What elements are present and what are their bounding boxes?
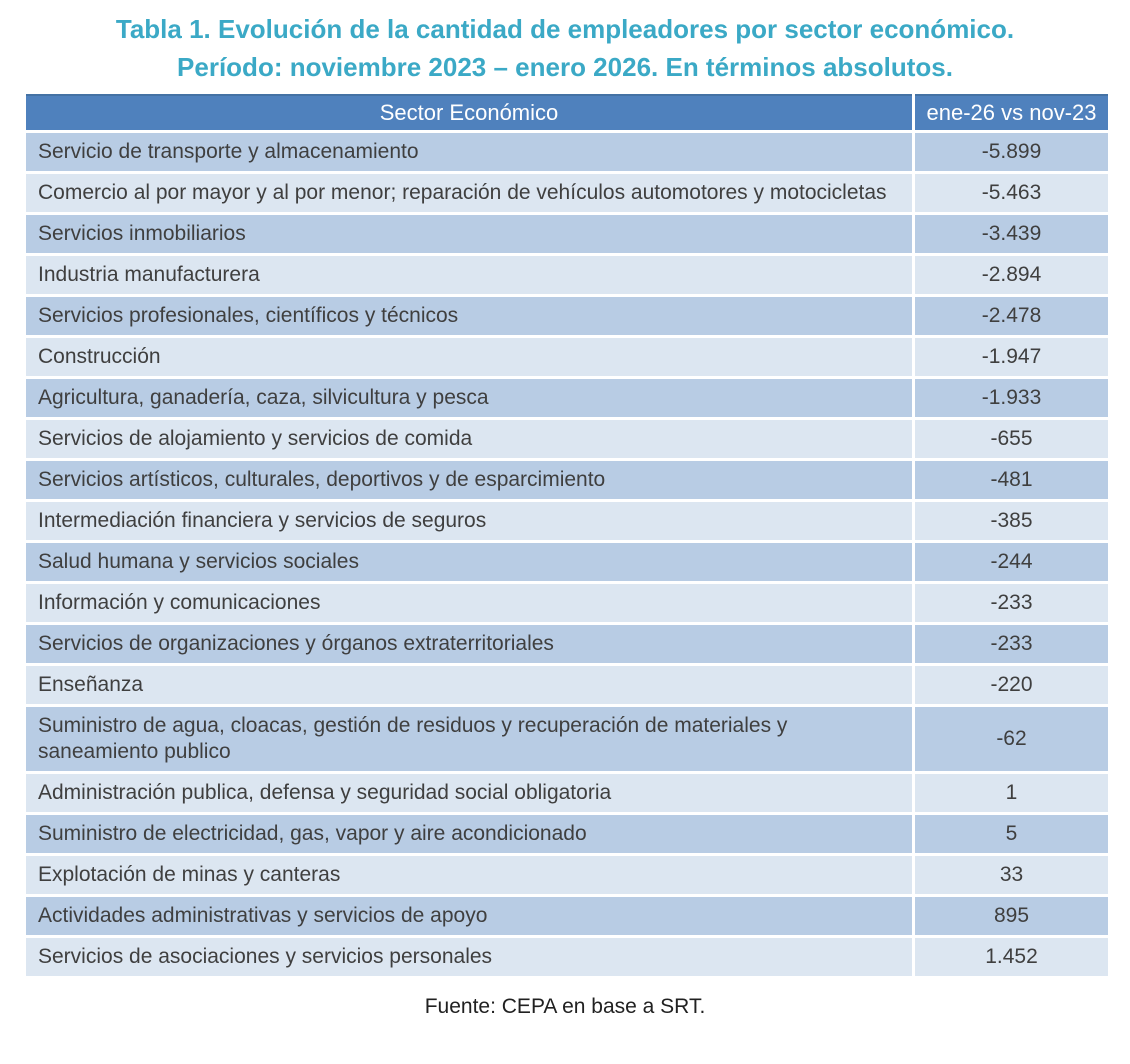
table-row [25, 665, 1110, 706]
value-cell: -233 [914, 583, 1110, 624]
employers-by-sector-table [23, 94, 1111, 979]
value-cell: -3.439 [914, 214, 1110, 255]
sector-cell: Industria manufacturera [25, 255, 914, 296]
sector-cell: Comercio al por mayor y al por menor; reparación de vehículos automotores y motocicletas [25, 173, 914, 214]
table-row [25, 583, 1110, 624]
value-cell: -5.463 [914, 173, 1110, 214]
sector-cell: Administración publica, defensa y seguridad social obligatoria [25, 773, 914, 814]
sector-cell: Suministro de agua, cloacas, gestión de residuos y recuperación de materiales y saneamiento publico [25, 706, 914, 773]
table-body [25, 132, 1110, 978]
sector-cell: Servicios artísticos, culturales, deportivos y de esparcimiento [25, 460, 914, 501]
value-cell: -385 [914, 501, 1110, 542]
sector-cell: Servicio de transporte y almacenamiento [25, 132, 914, 173]
table-row [25, 937, 1110, 978]
table-row [25, 814, 1110, 855]
table-row [25, 378, 1110, 419]
table-row [25, 773, 1110, 814]
sector-cell: Intermediación financiera y servicios de seguros [25, 501, 914, 542]
source-note: Fuente: CEPA en base a SRT. [424, 995, 706, 1018]
value-cell: -220 [914, 665, 1110, 706]
table-row [25, 706, 1110, 773]
value-cell: 1.452 [914, 937, 1110, 978]
table-title-line-1: Tabla 1. Evolución de la cantidad de empleadores por sector económico. [115, 14, 1015, 44]
table-row [25, 132, 1110, 173]
sector-cell: Agricultura, ganadería, caza, silvicultura y pesca [25, 378, 914, 419]
value-cell: -481 [914, 460, 1110, 501]
table-row [25, 542, 1110, 583]
table-row [25, 896, 1110, 937]
sector-cell: Suministro de electricidad, gas, vapor y aire acondicionado [25, 814, 914, 855]
table-row [25, 624, 1110, 665]
table-row [25, 337, 1110, 378]
sector-cell: Servicios inmobiliarios [25, 214, 914, 255]
sector-cell: Actividades administrativas y servicios de apoyo [25, 896, 914, 937]
table-title [20, 10, 1110, 86]
table-row [25, 255, 1110, 296]
table-row [25, 855, 1110, 896]
sector-cell: Información y comunicaciones [25, 583, 914, 624]
value-cell: 895 [914, 896, 1110, 937]
sector-cell: Servicios de alojamiento y servicios de comida [25, 419, 914, 460]
table-row [25, 214, 1110, 255]
table-row [25, 296, 1110, 337]
sector-cell: Salud humana y servicios sociales [25, 542, 914, 583]
table-row [25, 460, 1110, 501]
sector-cell: Explotación de minas y canteras [25, 855, 914, 896]
table-header-row [25, 95, 1110, 132]
table-row [25, 501, 1110, 542]
value-cell: -62 [914, 706, 1110, 773]
table-row [25, 173, 1110, 214]
value-cell: -244 [914, 542, 1110, 583]
value-cell: 1 [914, 773, 1110, 814]
sector-cell: Servicios profesionales, científicos y técnicos [25, 296, 914, 337]
value-cell: -655 [914, 419, 1110, 460]
sector-cell: Servicios de organizaciones y órganos extraterritoriales [25, 624, 914, 665]
sector-cell: Enseñanza [25, 665, 914, 706]
table-title-line-2: Período: noviembre 2023 – enero 2026. En términos absolutos. [177, 52, 953, 82]
sector-cell: Servicios de asociaciones y servicios personales [25, 937, 914, 978]
value-cell: -1.947 [914, 337, 1110, 378]
value-cell: -233 [914, 624, 1110, 665]
value-cell: -5.899 [914, 132, 1110, 173]
value-cell: -1.933 [914, 378, 1110, 419]
value-cell: 5 [914, 814, 1110, 855]
value-cell: -2.478 [914, 296, 1110, 337]
column-header-sector: Sector Económico [25, 95, 914, 132]
table-row [25, 419, 1110, 460]
value-cell: 33 [914, 855, 1110, 896]
column-header-value: ene-26 vs nov-23 [914, 95, 1110, 132]
value-cell: -2.894 [914, 255, 1110, 296]
sector-cell: Construcción [25, 337, 914, 378]
